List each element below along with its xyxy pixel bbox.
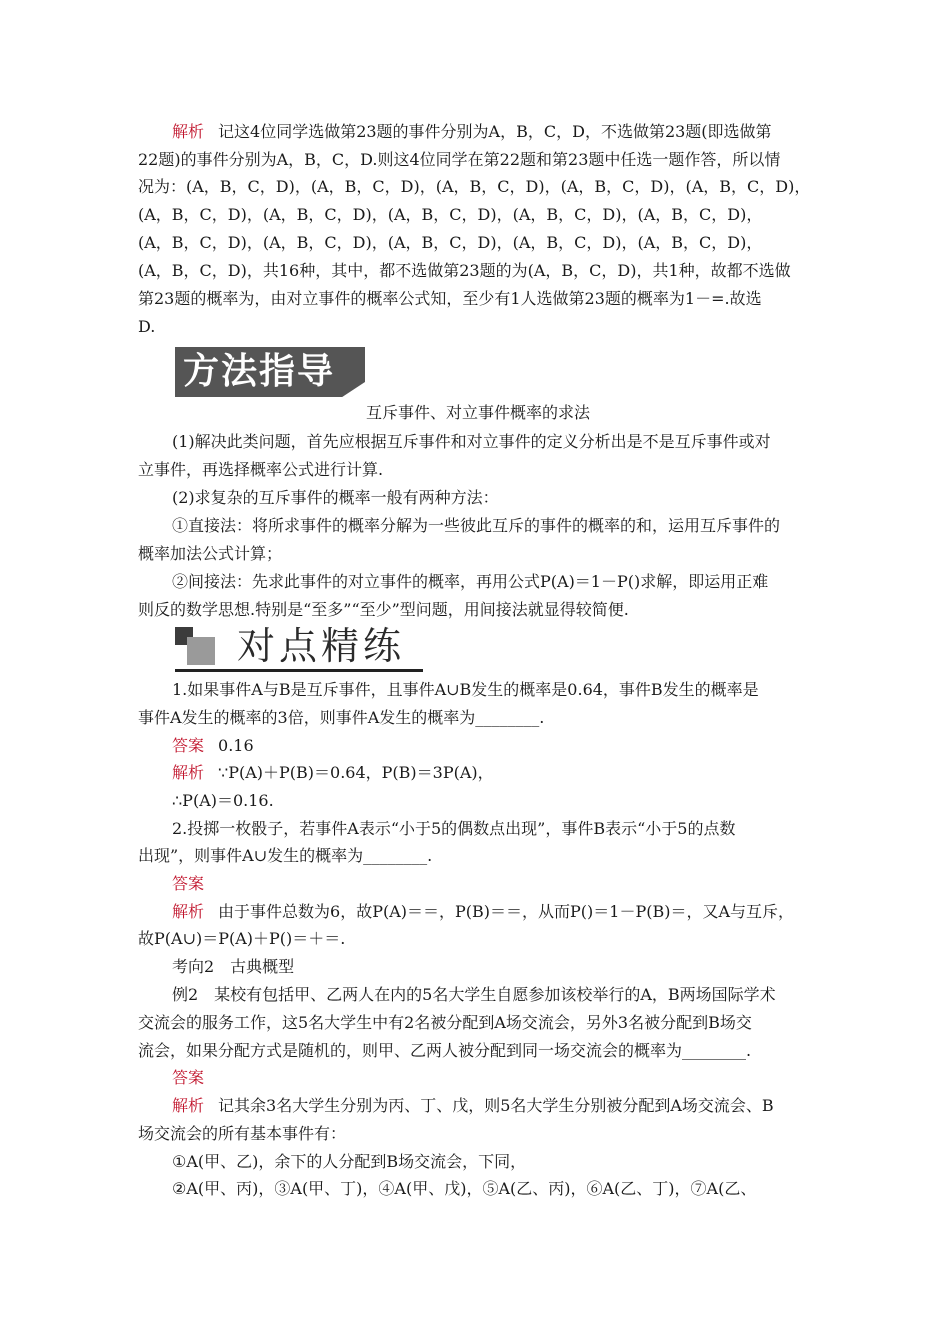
ex2-line-1: 例2 某校有包括甲、乙两人在内的5名大学生自愿参加该校举行的A，B两场国际学术 [172, 985, 776, 1004]
q1-answer: 答案 0.16 [172, 736, 254, 755]
answer-label: 答案 [172, 874, 205, 893]
method-p3-line-1: ①直接法：将所求事件的概率分解为一些彼此互斥的事件的概率的和，运用互斥事件的 [172, 516, 781, 535]
answer-label: 答案 [172, 736, 205, 755]
top-analysis-line-2: 22题)的事件分别为A，B，C，D.则这4位同学在第22题和第23题中任选一题作答，所以情 [138, 150, 781, 169]
analysis-label: 解析 [172, 763, 205, 782]
method-p4-line-2: 则反的数学思想.特别是“至多”“至少”型问题，用间接法就显得较简便. [138, 600, 629, 619]
q2-answer [172, 874, 818, 894]
banner-underline [175, 669, 423, 672]
ex2-analysis-line-1: 解析 记其余3名大学生分别为丙、丁、戊，则5名大学生分别被分配到A场交流会、B [172, 1096, 774, 1115]
analysis-label: 解析 [172, 1096, 205, 1115]
q2-analysis-line-1: 解析 由于事件总数为6，故P(A)＝＝，P(B)＝＝，从而P()＝1－P(B)＝，又A与互斥， [172, 902, 795, 921]
practice-banner-title: 对点精练 [237, 624, 406, 668]
top-analysis-line-7: 第23题的概率为，由对立事件的概率公式知，至少有1人选做第23题的概率为1－=.故选 [138, 289, 762, 308]
method-p3-line-2: 概率加法公式计算； [138, 544, 283, 563]
practice-banner [175, 625, 425, 673]
q2-line-2: 出现”，则事件A∪发生的概率为________. [138, 846, 433, 865]
q2-line-1: 2.投掷一枚骰子，若事件A表示“小于5的偶数点出现”，事件B表示“小于5的点数 [172, 819, 736, 838]
ex2-analysis-line-2: 场交流会的所有基本事件有： [138, 1124, 347, 1143]
top-analysis-line-6: (A，B，C，D)，共16种，其中，都不选做第23题的为(A，B，C，D)，共1种，故都不选做 [138, 261, 791, 280]
top-analysis-line-5: (A，B，C，D)，(A，B，C，D)，(A，B，C，D)，(A，B，C，D)，(A，B，C，D)， [138, 233, 763, 252]
ex2-line-2: 交流会的服务工作，这5名大学生中有2名被分配到A场交流会，另外3名被分配到B场交 [138, 1013, 752, 1032]
analysis-label: 解析 [172, 122, 205, 141]
q2-analysis-line-2: 故P(A∪)＝P(A)＋P()＝＋＝. [138, 929, 346, 948]
ex2-answer [172, 1068, 818, 1088]
banner-title: 方法指导 [183, 351, 336, 392]
top-analysis-line-3: 况为：(A，B，C，D)，(A，B，C，D)，(A，B，C，D)，(A，B，C，D)，(A，B，C，D)， [138, 177, 811, 196]
method-title: 互斥事件、对立事件概率的求法 [365, 403, 590, 422]
section-heading: 考向2 古典概型 [172, 957, 295, 976]
q1-line-1: 1.如果事件A与B是互斥事件，且事件A∪B发生的概率是0.64，事件B发生的概率是 [172, 680, 759, 699]
answer-label: 答案 [172, 1068, 205, 1087]
top-analysis-line-8: D. [138, 317, 156, 336]
analysis-label: 解析 [172, 902, 205, 921]
top-analysis-line-1: 解析 记这4位同学选做第23题的事件分别为A，B，C，D，不选做第23题(即选做第 [172, 122, 772, 141]
method-p2: (2)求复杂的互斥事件的概率一般有两种方法： [172, 488, 499, 507]
ex2-analysis-line-3: ①A(甲、乙)，余下的人分配到B场交流会，下同， [172, 1152, 527, 1171]
ex2-analysis-line-4: ②A(甲、丙)，③A(甲、丁)，④A(甲、戊)，⑤A(乙、丙)，⑥A(乙、丁)，⑦A(乙、 [172, 1179, 757, 1198]
method-guide-banner [175, 347, 365, 397]
method-p4-line-1: ②间接法：先求此事件的对立事件的概率，再用公式P(A)＝1－P()求解，即运用正难 [172, 572, 769, 591]
q1-analysis-line-1: 解析 ∵P(A)＋P(B)＝0.64，P(B)＝3P(A)， [172, 763, 494, 782]
q1-line-2: 事件A发生的概率的3倍，则事件A发生的概率为________. [138, 708, 545, 727]
method-p1-line-2: 立事件，再选择概率公式进行计算. [138, 460, 384, 479]
top-analysis-line-4: (A，B，C，D)，(A，B，C，D)，(A，B，C，D)，(A，B，C，D)，(A，B，C，D)， [138, 205, 763, 224]
ex2-line-3: 流会，如果分配方式是随机的，则甲、乙两人被分配到同一场交流会的概率为________. [138, 1041, 752, 1060]
banner-square-light [187, 637, 215, 665]
q1-analysis-line-2: ∴P(A)＝0.16. [172, 791, 274, 810]
method-p1-line-1: (1)解决此类问题，首先应根据互斥事件和对立事件的定义分析出是不是互斥事件或对 [172, 432, 771, 451]
